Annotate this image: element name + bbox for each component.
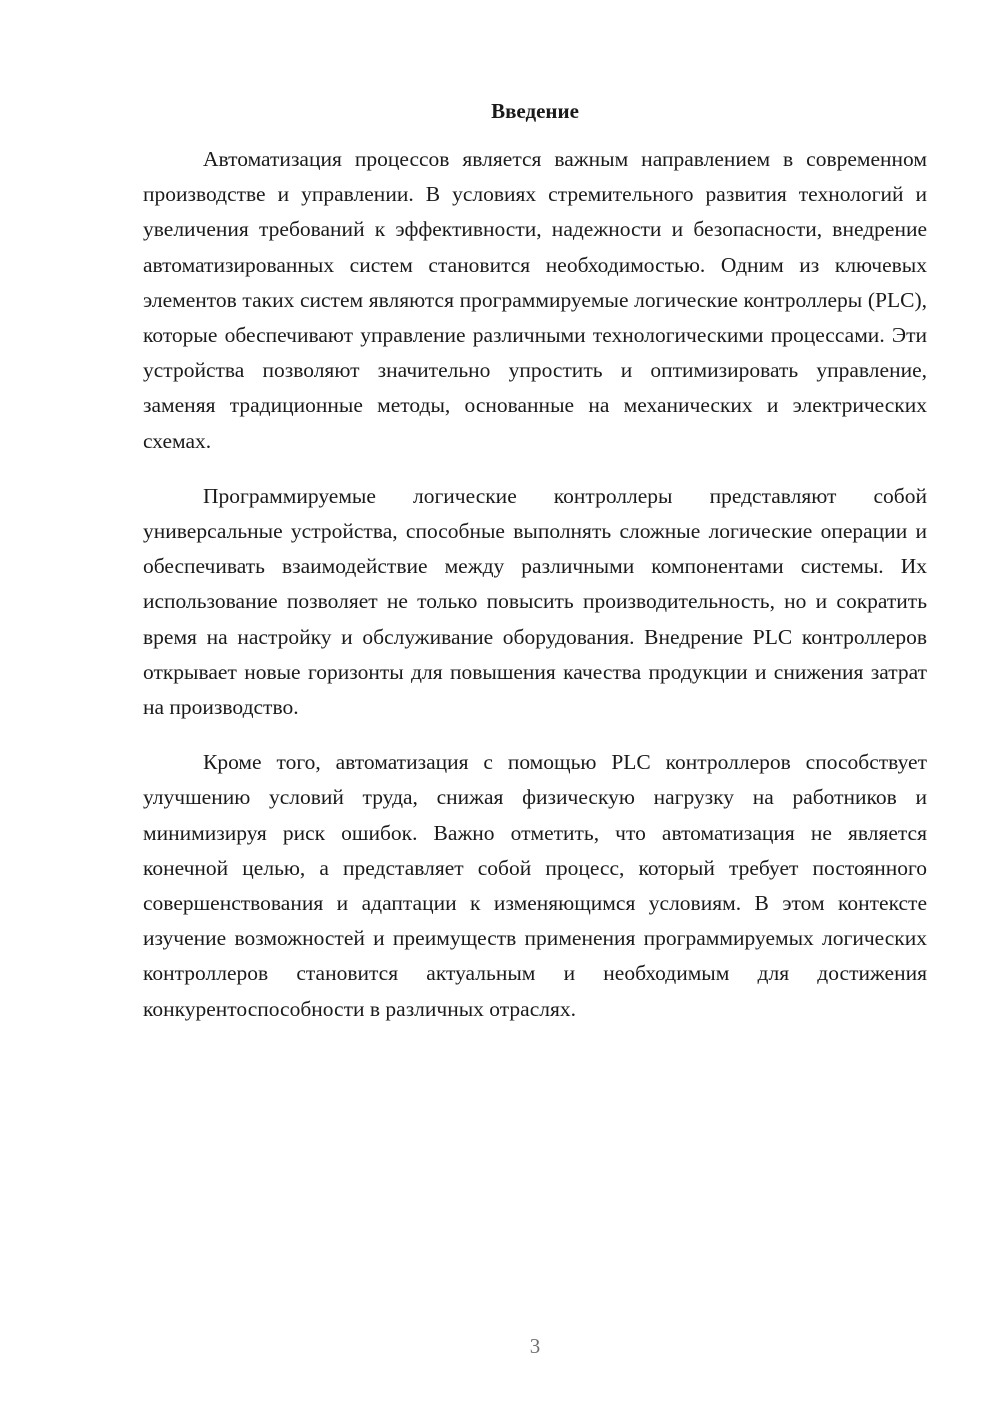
paragraph-2: Программируемые логические контроллеры представляют собой универсальные устройства, способные выполнять сложные логические операции и обеспечивать взаимодействие между различными компонентами системы. Их использование позволяет не только повысить производительность, но и сократить время на настройку и обслуживание оборудования. Внедрение PLC контроллеров открывает новые горизонты для повышения качества продукции и снижения затрат на производство.	[143, 483, 927, 720]
paragraph-3: Кроме того, автоматизация с помощью PLC контроллеров способствует улучшению условий труда, снижая физическую нагрузку на работников и минимизируя риск ошибок. Важно отметить, что автоматизация не является конечной целью, а представляет собой процесс, который требует постоянного совершенствования и адаптации к изменяющимся условиям. В этом контексте изучение возможностей и преимуществ применения программируемых логических контроллеров становится актуальным и необходимым для достижения конкурентоспособности в различных отраслях.	[143, 750, 927, 1021]
document-page	[143, 0, 927, 1414]
paragraph-1: Автоматизация процессов является важным направлением в современном производстве и управлении. В условиях стремительного развития технологий и увеличения требований к эффективности, надежности и безопасности, внедрение автоматизированных систем становится необходимостью. Одним из ключевых элементов таких систем являются программируемые логические контроллеры (PLC), которые обеспечивают управление различными технологическими процессами. Эти устройства позволяют значительно упростить и оптимизировать управление, заменяя традиционные методы, основанные на механических и электрических схемах.	[143, 147, 927, 453]
body-text	[143, 142, 927, 1047]
page-title: Введение	[491, 99, 579, 123]
page-number: 3	[529, 1334, 541, 1358]
